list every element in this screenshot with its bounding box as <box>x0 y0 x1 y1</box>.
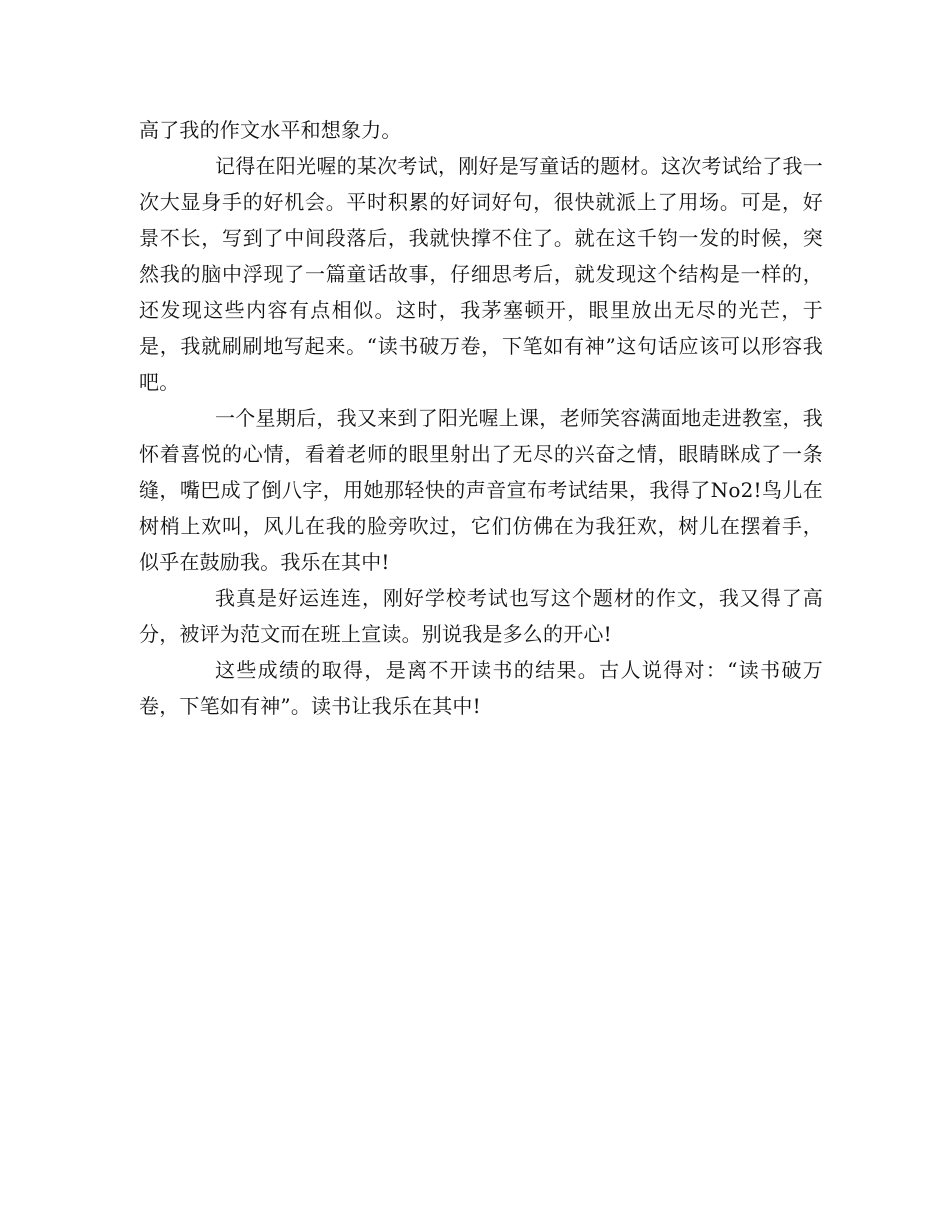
paragraph-school-exam: 我真是好运连连，刚好学校考试也写这个题材的作文，我又得了高分，被评为范文而在班上宣读。别说我是多么的开心! <box>139 586 823 646</box>
paragraph-continuation: 高了我的作文水平和想象力。 <box>139 118 402 142</box>
document-body <box>139 112 823 724</box>
paragraph-exam-story: 记得在阳光喔的某次考试，刚好是写童话的题材。这次考试给了我一次大显身手的好机会。平时积累的好词好句，很快就派上了用场。可是，好景不长，写到了中间段落后，我就快撑不住了。就在这千钧一发的时候，突然我的脑中浮现了一篇童话故事，仔细思考后，就发现这个结构是一样的，还发现这些内容有点相似。这时，我茅塞顿开，眼里放出无尽的光芒，于是，我就刷刷地写起来。“读书破万卷，下笔如有神”这句话应该可以形容我吧。 <box>139 154 823 394</box>
paragraph-results: 一个星期后，我又来到了阳光喔上课，老师笑容满面地走进教室，我怀着喜悦的心情，看着老师的眼里射出了无尽的兴奋之情，眼睛眯成了一条缝，嘴巴成了倒八字，用她那轻快的声音宣布考试结果，我得了No2!鸟儿在树梢上欢叫，风儿在我的脸旁吹过，它们仿佛在为我狂欢，树儿在摆着手，似乎在鼓励我。我乐在其中! <box>139 406 823 574</box>
paragraph-conclusion: 这些成绩的取得，是离不开读书的结果。古人说得对：“读书破万卷，下笔如有神”。读书让我乐在其中! <box>139 658 823 718</box>
